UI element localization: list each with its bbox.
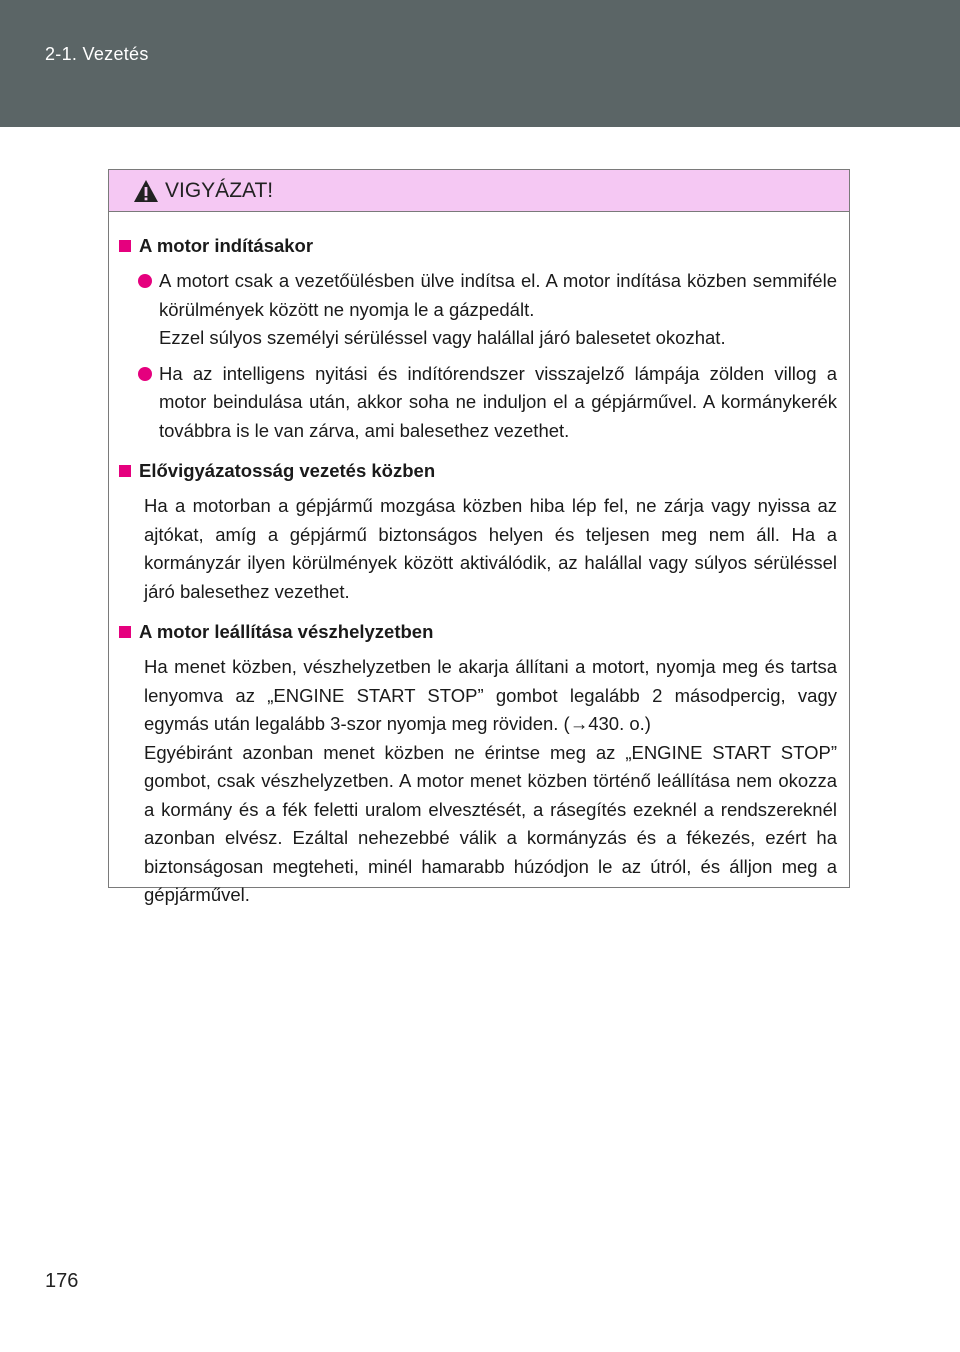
bullet-text: A motort csak a vezetőülésben ülve indítsa el. A motor indítása közben semmiféle körülmények között ne nyomja le a gázpedált. xyxy=(159,270,837,320)
square-bullet-icon xyxy=(119,240,131,252)
list-item xyxy=(119,360,837,446)
square-bullet-icon xyxy=(119,465,131,477)
section-heading: Elővigyázatosság vezetés közben xyxy=(119,457,837,485)
paragraph: Ha a motorban a gépjármű mozgása közben hiba lép fel, ne zárja vagy nyissa az ajtókat, amíg a gépjármű biztonságos helyen és teljesen meg nem áll. Ha a kormányzár ilyen körülmények között aktiválódik, az halállal vagy súlyos sérüléssel járó balesethez vezethet. xyxy=(144,495,837,602)
bullet-text: Ezzel súlyos személyi sérüléssel vagy halállal járó balesetet okozhat. xyxy=(159,327,726,348)
square-bullet-icon xyxy=(119,626,131,638)
section-title: 2-1. Vezetés xyxy=(45,44,149,64)
warning-triangle-icon xyxy=(133,179,159,203)
warning-header xyxy=(109,170,849,212)
paragraph: Ha menet közben, vészhelyzetben le akarja állítani a motort, nyomja meg és tartsa lenyomva az „ENGINE START STOP” gombot legalább 2 másodpercig, vagy egymás után legalább 3-szor nyomja meg röviden. (→430. o.) Egyébiránt azonban menet közben ne érintse meg az „ENGINE START STOP” gombot, csak vészhelyzetben. A motor menet közben történő leállítása nem okozza a kormány és a fék feletti uralom elvesztését, a rásegítés ezeknél a rendszereknél azonban elvész. Ezáltal nehezebbé válik a kormányzás és a fékezés, ezért ha biztonságosan megteheti, minél hamarabb húzódjon le az útról, és álljon meg a gépjárművel. xyxy=(144,656,837,905)
list-item xyxy=(119,267,837,353)
dot-bullet-icon xyxy=(138,367,152,381)
warning-title: VIGYÁZAT! xyxy=(165,178,274,202)
bullet-text: Ha az intelligens nyitási és indítórendszer visszajelző lámpája zölden villog a motor beindulása után, akkor soha ne induljon el a gépjárművel. A kormánykerék továbbra is le van zárva, ami balesethez vezethet. xyxy=(159,362,837,441)
warning-box xyxy=(108,169,850,905)
warning-content xyxy=(109,212,849,910)
dot-bullet-icon xyxy=(138,274,152,288)
section-heading: A motor leállítása vészhelyzetben xyxy=(119,618,837,646)
section-heading: A motor indításakor xyxy=(119,232,837,260)
page-number: 176 xyxy=(45,1270,79,1292)
page-header xyxy=(0,0,960,127)
